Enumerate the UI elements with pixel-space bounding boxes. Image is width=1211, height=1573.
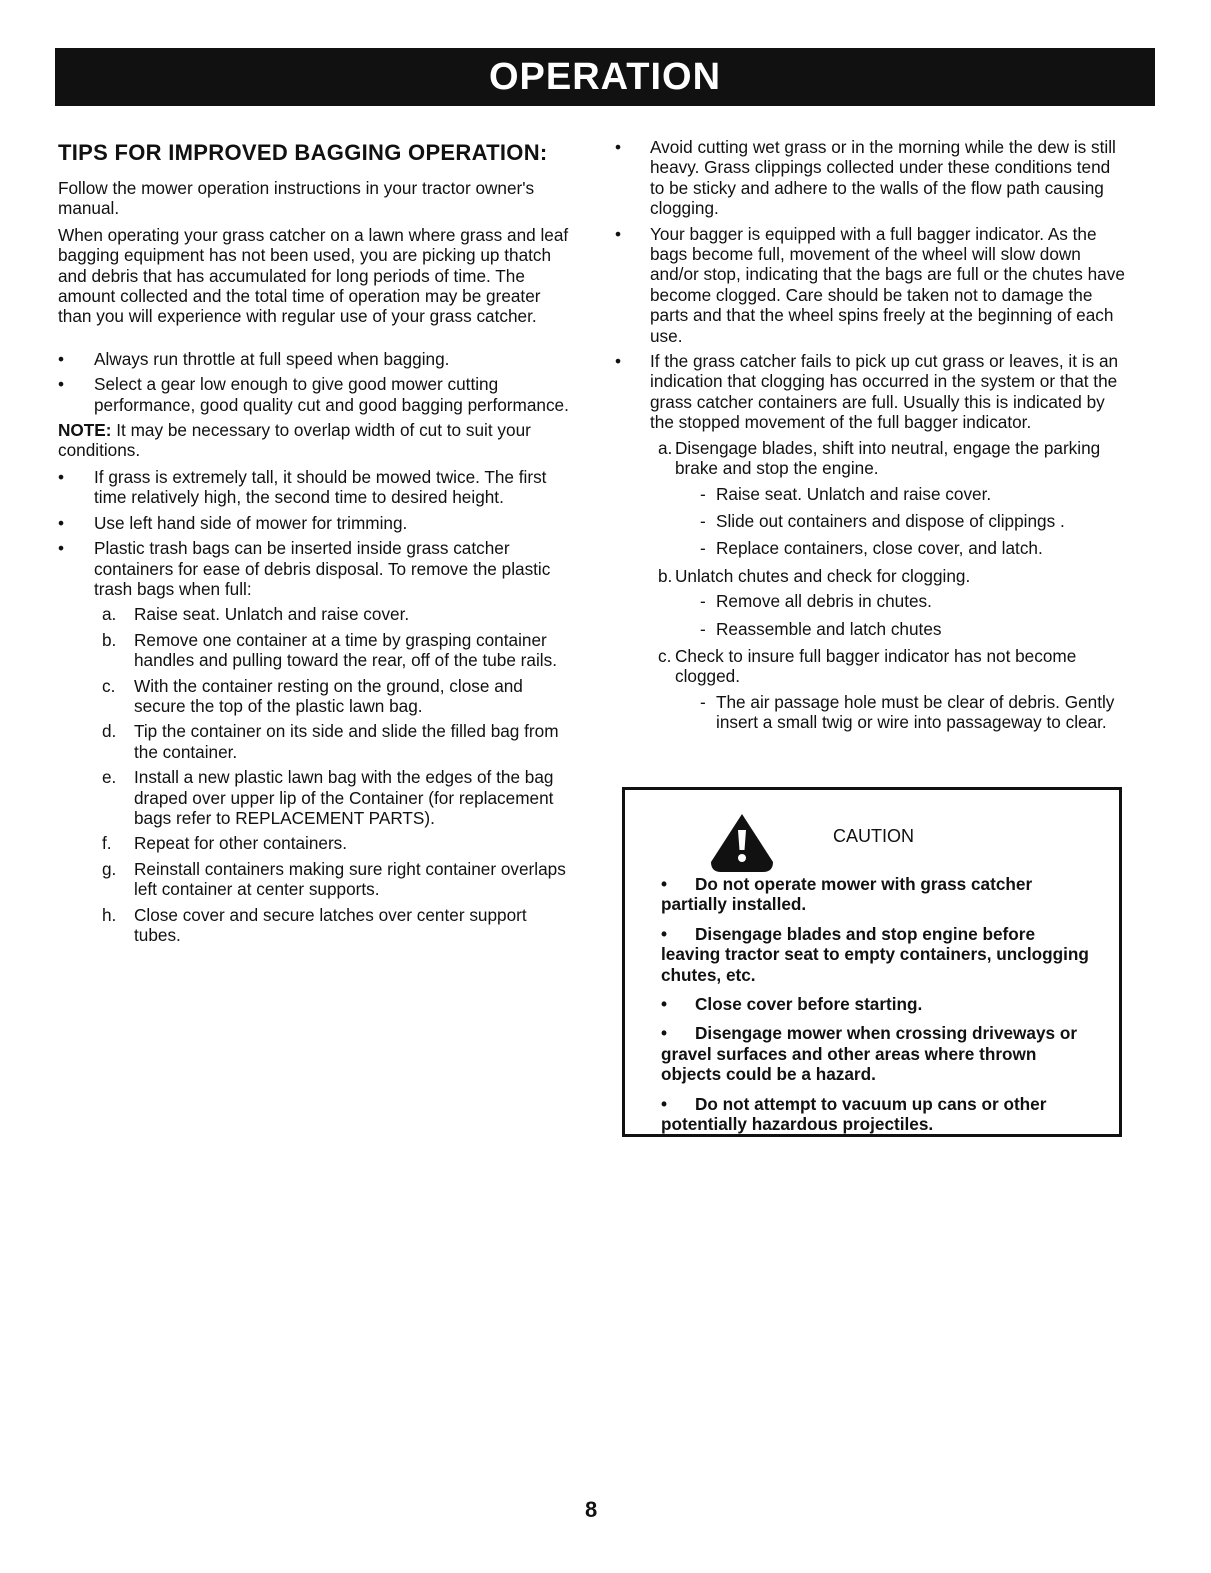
bullet-icon: • (58, 348, 65, 369)
section-banner (55, 48, 1155, 106)
caution-item: • Disengage blades and stop engine before leaving tractor seat to empty containers, unclogging chutes, etc. (661, 923, 1089, 985)
list-item: • Select a gear low enough to give good mower cutting performance, good quality cut and good bagging performance. (58, 374, 569, 415)
step-item (58, 604, 570, 624)
step-letter: g. (102, 858, 117, 879)
step-letter: a. (658, 437, 673, 458)
bullet-icon: • (661, 1023, 668, 1044)
sub-step: - Reassemble and latch chutes (700, 618, 942, 639)
page-number: 8 (585, 1497, 598, 1522)
step-letter: h. (102, 904, 117, 925)
step-item (58, 767, 570, 828)
sub-step: - The air passage hole must be clear of debris. Gently insert a small twig or wire into passageway to clear. (700, 691, 1115, 733)
step-text: Reinstall containers making sure right container overlaps left container at center supports. (134, 858, 566, 900)
bullet-icon: • (615, 223, 622, 244)
step-item (58, 859, 570, 900)
list-item: • If the grass catcher fails to pick up cut grass or leaves, it is an indication that clogging has occurred in the system or that the grass catcher containers are full. Usually this is indicated by the stopped movement of the full bagger indicator. (615, 351, 1119, 433)
sub-step: - Remove all debris in chutes. (700, 591, 932, 612)
caution-box (622, 787, 1122, 1137)
step-text: Install a new plastic lawn bag with the edges of the bag draped over upper lip of the Container (for replacement bags refer to REPLACEMENT PARTS). (134, 767, 554, 828)
step-item (58, 833, 570, 853)
step-letter: b. (658, 565, 673, 586)
dash-icon: - (700, 691, 706, 712)
step-letter: b. (102, 629, 117, 650)
bullet-icon: • (661, 1093, 668, 1114)
step-item (58, 630, 570, 671)
step-letter: a. (102, 604, 117, 625)
step-item (615, 646, 1127, 687)
list-item: • Always run throttle at full speed when bagging. (58, 348, 450, 369)
caution-item: • Do not attempt to vacuum up cans or other potentially hazardous projectiles. (661, 1093, 1047, 1135)
step-text: Tip the container on its side and slide the filled bag from the container. (134, 721, 559, 762)
bullet-icon: • (615, 351, 622, 372)
step-letter: e. (102, 767, 117, 788)
warning-icon (709, 812, 775, 876)
caution-item: • Disengage mower when crossing driveways or gravel surfaces and other areas where thrown objects could be a hazard. (661, 1023, 1078, 1085)
step-item (615, 566, 1127, 586)
intro-paragraph-2: When operating your grass catcher on a lawn where grass and leaf bagging equipment has not been used, you are picking up thatch and debris that has accumulated for long periods of time. The amount collected and the total time of operation may be greater than you will experience with regular use of your grass catcher. (58, 224, 569, 327)
step-text: Raise seat. Unlatch and raise cover. (134, 604, 410, 625)
caution-header (661, 804, 1089, 874)
step-item (615, 438, 1127, 479)
dash-icon: - (700, 591, 706, 612)
step-text: Disengage blades, shift into neutral, engage the parking brake and stop the engine. (675, 437, 1101, 479)
dash-icon: - (700, 510, 706, 531)
caution-item: • Do not operate mower with grass catcher partially installed. (661, 874, 1033, 915)
note-label: NOTE: (58, 420, 112, 441)
bullet-icon: • (58, 538, 65, 559)
step-item (58, 676, 570, 717)
step-text: Repeat for other containers. (134, 833, 348, 854)
bullet-icon: • (661, 874, 668, 894)
caution-title: CAUTION (833, 826, 914, 846)
list-item: • Use left hand side of mower for trimming. (58, 512, 408, 533)
dash-icon: - (700, 483, 706, 504)
step-text: Unlatch chutes and check for clogging. (675, 565, 971, 586)
right-column (615, 137, 1127, 740)
bullet-icon: • (615, 137, 622, 157)
dash-icon: - (700, 618, 706, 639)
note-text: It may be necessary to overlap width of cut to suit your conditions. (58, 420, 531, 461)
dash-icon: - (700, 538, 706, 559)
intro-paragraph-1: Follow the mower operation instructions in your tractor owner's manual. (58, 178, 535, 219)
bullet-icon: • (58, 374, 65, 395)
step-letter: c. (658, 645, 672, 666)
step-letter: c. (102, 675, 116, 696)
list-item: • Your bagger is equipped with a full bagger indicator. As the bags become full, movement of the wheel will slow down and/or stop, indicating that the bags are full or the chutes have become clogged. Care should be taken not to damage the parts and that the wheel spins freely at the beginning of each use. (615, 223, 1125, 346)
step-text: Remove one container at a time by grasping container handles and pulling toward the rear, off of the tube rails. (134, 629, 557, 671)
note-paragraph (58, 420, 570, 461)
bullet-icon: • (58, 466, 65, 487)
sub-step: - Raise seat. Unlatch and raise cover. (700, 483, 992, 504)
sub-step: - Slide out containers and dispose of clippings . (700, 510, 1065, 531)
list-item: • Avoid cutting wet grass or in the morning while the dew is still heavy. Grass clippings collected under these conditions tend to be sticky and adhere to the walls of the flow path causing clogging. (615, 137, 1116, 219)
sub-step: - Replace containers, close cover, and latch. (700, 538, 1043, 559)
page-title: OPERATION (488, 55, 722, 98)
tips-heading: TIPS FOR IMPROVED BAGGING OPERATION: (58, 140, 548, 165)
caution-item: • Close cover before starting. (661, 994, 923, 1015)
left-column (58, 140, 570, 950)
step-letter: d. (102, 721, 117, 742)
step-text: Check to insure full bagger indicator has not become clogged. (675, 645, 1077, 687)
step-item (58, 721, 570, 762)
step-item (58, 905, 570, 946)
bullet-icon: • (661, 994, 668, 1015)
bullet-icon: • (661, 923, 668, 944)
step-text: With the container resting on the ground, close and secure the top of the plastic lawn bag. (134, 675, 523, 716)
step-letter: f. (102, 833, 112, 854)
list-item: • If grass is extremely tall, it should be mowed twice. The first time relatively high, the second time to desired height. (58, 466, 547, 508)
step-text: Close cover and secure latches over center support tubes. (134, 904, 527, 945)
bullet-icon: • (58, 512, 65, 533)
list-item: • Plastic trash bags can be inserted inside grass catcher containers for ease of debris disposal. To remove the plastic trash bags when full: (58, 538, 551, 599)
